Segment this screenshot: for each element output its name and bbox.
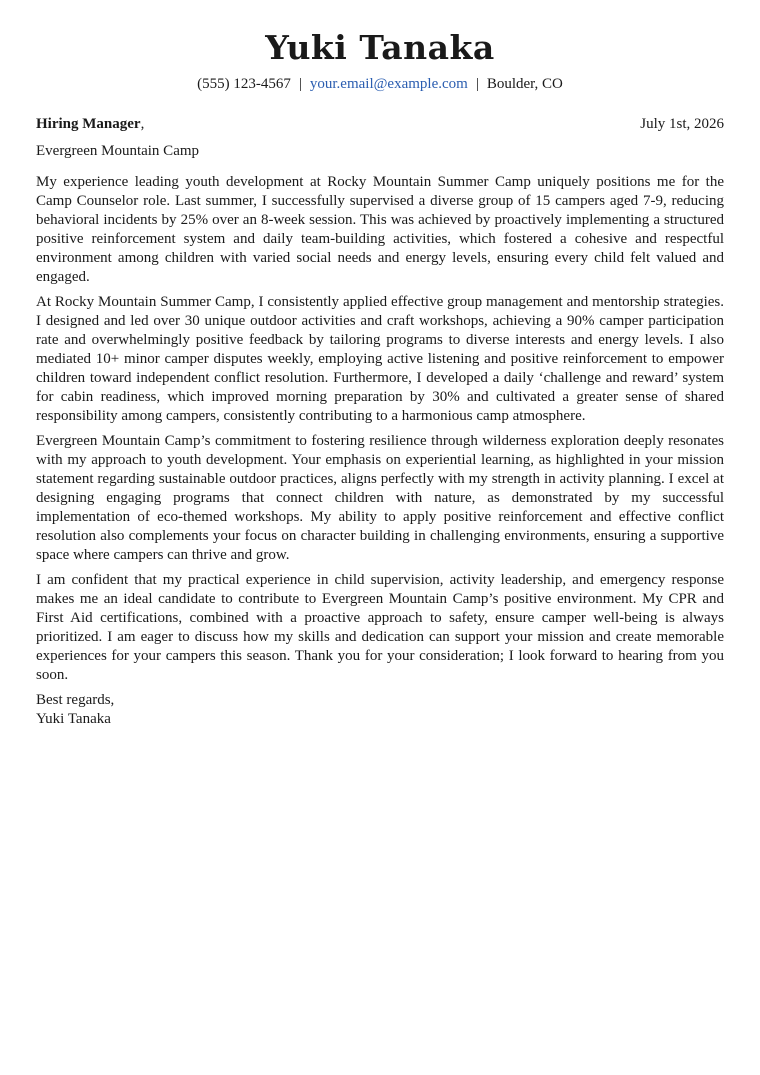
body-paragraph: Evergreen Mountain Camp’s commitment to fostering resilience through wilderness exploration deeply resonates with my approach to youth development. Your emphasis on experiential learning, as highlighted in your mission statement regarding sustainable outdoor practices, aligns perfectly with my strength in activity planning. I excel at designing engaging programs that connect children with nature, as demonstrated by my successful implementation of eco-themed workshops. My ability to apply positive reinforcement and effective conflict resolution also complements your focus on character building in challenging environments, ensuring a supportive space where campers can thrive and grow. bbox=[36, 433, 724, 563]
contact-separator: | bbox=[475, 76, 479, 92]
closing-phrase: Best regards, bbox=[36, 692, 115, 708]
recipient-date-row bbox=[36, 115, 724, 133]
recipient-comma: , bbox=[140, 116, 145, 132]
email-link[interactable]: your.email@example.com bbox=[309, 76, 468, 92]
letter-body bbox=[36, 173, 724, 685]
contact-line bbox=[36, 75, 724, 93]
recipient-name: Hiring Manager bbox=[36, 116, 141, 132]
closing-block bbox=[36, 691, 724, 729]
location: Boulder, CO bbox=[486, 76, 563, 92]
body-paragraph: At Rocky Mountain Summer Camp, I consistently applied effective group management and mentorship strategies. I designed and led over 30 unique outdoor activities and craft workshops, achieving a 90% camper participation rate and overwhelmingly positive feedback by tailoring programs to diverse interests and energy levels. I also mediated 10+ minor camper disputes weekly, employing active listening and positive reinforcement to empower children toward independent conflict resolution. Furthermore, I developed a daily ‘challenge and reward’ system for cabin readiness, which improved morning preparation by 30% and cultivated a greater sense of shared responsibility among campers, consistently contributing to a harmonious camp atmosphere. bbox=[36, 294, 724, 424]
contact-separator: | bbox=[298, 76, 302, 92]
letter-date: July 1st, 2026 bbox=[640, 116, 724, 132]
recipient-line bbox=[36, 115, 144, 133]
phone-number: (555) 123-4567 bbox=[197, 76, 291, 92]
body-paragraph: My experience leading youth development at Rocky Mountain Summer Camp uniquely positions me for the Camp Counselor role. Last summer, I successfully supervised a diverse group of 15 campers aged 7-9, reducing behavioral incidents by 25% over an 8-week session. This was achieved by proactively implementing a structured positive reinforcement system and daily team-building activities, which fostered a cohesive and respectful environment among children with varied social needs and energy levels, ensuring every child felt valued and engaged. bbox=[36, 174, 724, 285]
body-paragraph: I am confident that my practical experience in child supervision, activity leadership, and emergency response makes me an ideal candidate to contribute to Evergreen Mountain Camp’s positive environment. My CPR and First Aid certifications, combined with a proactive approach to safety, ensure camper well-being is always prioritized. I am eager to discuss how my skills and dedication can support your mission and create memorable experiences for your campers this season. Thank you for your consideration; I look forward to hearing from you soon. bbox=[36, 572, 724, 683]
company-name: Evergreen Mountain Camp bbox=[36, 143, 200, 159]
applicant-name: Yuki Tanaka bbox=[265, 28, 495, 67]
signature-name: Yuki Tanaka bbox=[36, 711, 111, 727]
